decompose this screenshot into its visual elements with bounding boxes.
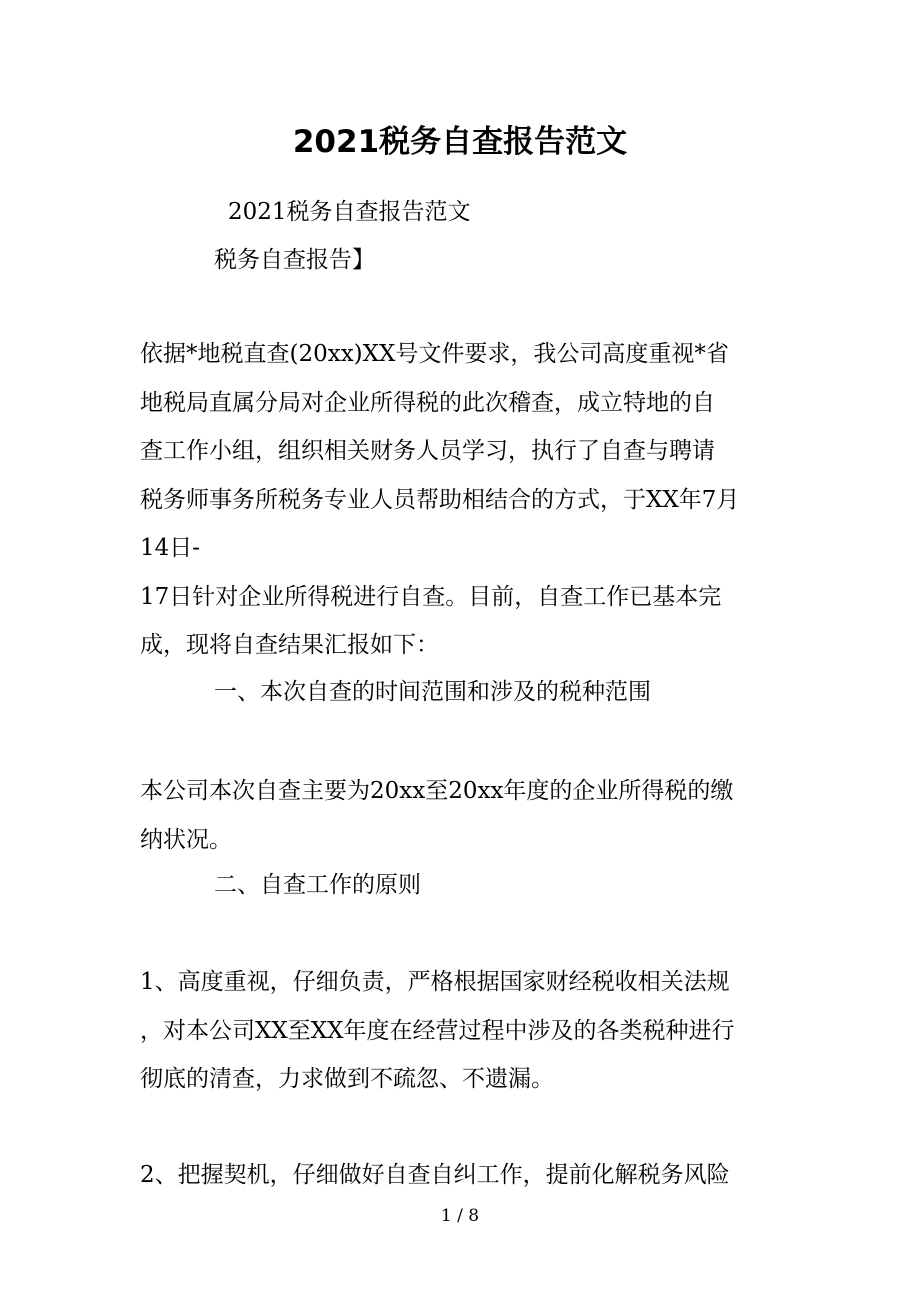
section-1-heading: 一、本次自查的时间范围和涉及的税种范围: [214, 679, 651, 705]
intro-line: 地税局直属分局对企业所得税的此次稽查，成立特地的自: [140, 389, 715, 416]
item-2-paragraph: [140, 1151, 800, 1200]
section-1-line: 纳状况。: [140, 826, 232, 853]
intro-line: 税务师事务所税务专业人员帮助相结合的方式，于XX年7月: [140, 486, 740, 513]
intro-line: 依据*地税直查(20xx)XX号文件要求，我公司高度重视*省: [140, 341, 729, 367]
item-2-line: 2、把握契机，仔细做好自查自纠工作，提前化解税务风险: [140, 1162, 730, 1188]
intro-line: 14日-: [140, 535, 201, 561]
document-title: 2021税务自查报告范文: [292, 124, 628, 160]
document-subtitle: 2021税务自查报告范文: [228, 199, 471, 225]
item-1-line: ，对本公司XX至XX年度在经营过程中涉及的各类税种进行: [140, 1017, 735, 1044]
intro-line: 成，现将自查结果汇报如下：: [140, 632, 439, 658]
section-1-paragraph: [140, 767, 800, 864]
section-2-heading: 二、自查工作的原则: [214, 872, 421, 898]
item-1-line: 1、高度重视，仔细负责，严格根据国家财经税收相关法规: [140, 969, 730, 995]
page-indicator: 1 / 8: [440, 1206, 480, 1226]
item-1-paragraph: [140, 958, 800, 1104]
intro-line: 查工作小组，组织相关财务人员学习，执行了自查与聘请: [140, 438, 715, 464]
item-1-line: 彻底的清查，力求做到不疏忽、不遗漏。: [140, 1066, 554, 1092]
intro-paragraph: [140, 330, 800, 670]
section-1-line: 本公司本次自查主要为20xx至20xx年度的企业所得税的缴: [140, 778, 734, 804]
intro-line: 17日针对企业所得税进行自查。目前，自查工作已基本完: [140, 583, 722, 610]
document-subheading: 税务自查报告】: [214, 247, 375, 273]
